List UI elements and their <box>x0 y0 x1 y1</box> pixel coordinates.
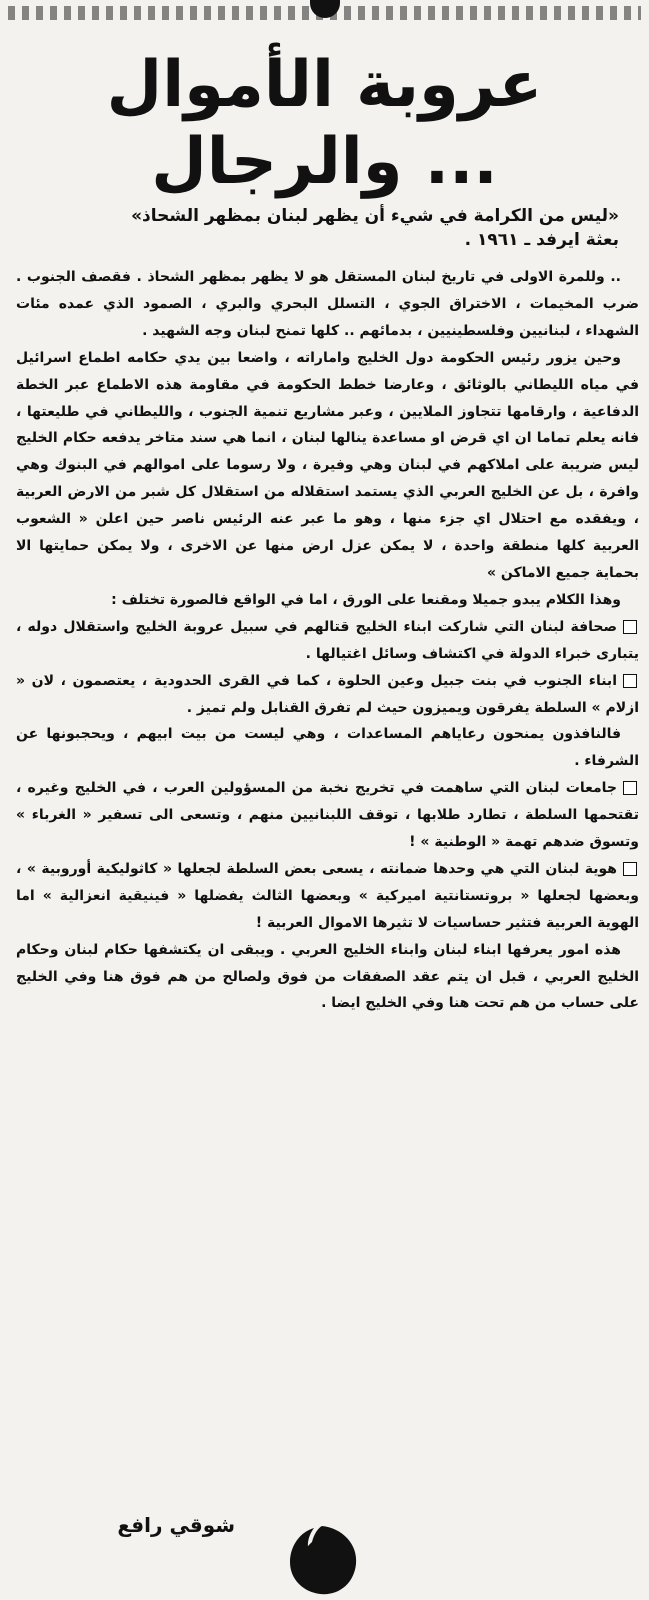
paragraph: .. وللمرة الاولى في تاريخ لبنان المستقل هو لا يظهر بمظهر الشحاذ . فقصف الجنوب . ضرب المخيمات ، الاختراق الجوي ، التسلل البحري والبري ، الصمود الذي عمده مئات الشهداء ، لبنانيين وفلسطينيين ، بدمائهم .. كلها تمنح لبنان وجه الشهيد . <box>16 269 639 339</box>
checkbox-bullet-icon <box>623 620 637 634</box>
author-signature: شوقي رافع <box>117 1513 235 1537</box>
list-item <box>16 614 639 668</box>
end-of-article-ornament-icon <box>282 1522 362 1598</box>
subtitle-attribution: بعثة ايرفد ـ ١٩٦١ . <box>464 230 619 250</box>
subtitle-quote: «ليس من الكرامة في شيء أن يظهر لبنان بمظهر الشحاذ» <box>131 206 619 226</box>
checkbox-bullet-icon <box>623 781 637 795</box>
list-item <box>16 775 639 856</box>
subtitle <box>14 204 619 252</box>
list-item-text: صحافة لبنان التي شاركت ابناء الخليج قتالهم في سبيل عروبة الخليج واستقلال دوله ، يتبارى خبراء الدولة في اكتشاف وسائل اغتيالها . <box>16 618 639 662</box>
paragraph: وهذا الكلام يبدو جميلا ومقنعا على الورق ، اما في الواقع فالصورة تختلف : <box>111 591 621 608</box>
list-item-text: ابناء الجنوب في بنت جبيل وعين الحلوة ، كما في القرى الحدودية ، يعتصمون ، لان « ازلام » السلطة يفرقون ويميزون حيث لم تفرق القنابل ولم تميز . <box>16 672 639 716</box>
checkbox-bullet-icon <box>623 674 637 688</box>
paragraph: هذه امور يعرفها ابناء لبنان وابناء الخليج العربي . ويبقى ان يكتشفها حكام لبنان وحكام الخليج العربي ، قبل ان يتم عقد الصفقات من فوق ولصالح من هم فوق هنا وفي الخليج على حساب من هم تحت هنا وفي الخليج ايضا . <box>16 941 639 1012</box>
paragraph: فالنافذون يمنحون رعاياهم المساعدات ، وهي ليست من بيت ابيهم ، ويحجبونها عن الشرفاء . <box>16 726 639 770</box>
list-item <box>16 856 639 937</box>
paragraph: وحين يزور رئيس الحكومة دول الخليج واماراته ، واضعا بين يدي حكامه اطماع اسرائيل في مياه الليطاني بالوثائق ، وعارضا خطط الحكومة في مقاومة هذه الاطماع عبر الخطة الدفاعية ، وارقامها تتجاوز الملايين ، وعبر مشاريع تنمية الجنوب ، والليطاني في طليعتها ، فانه يعلم تماما ان اي قرض او مساعدة ينالها لبنان ، انما هي سند متاخر يدفعه حكام الخليج ليس ضريبة على املاكهم في لبنان وهي وفيرة ، ولا رسوما على اموالهم في البنوك وهي وافرة ، بل عن الخليج العربي الذي يستمد استقلاله من استقلال كل شبر من الارض العربية ، ويفقده مع احتلال اي جزء منها ، وهو ما عبر عنه الرئيس ناصر حين اعلن « الشعوب العربية كلها منطقة واحدة ، لا يمكن عزل ارض منها عن الاخرى ، ولا يمكن حمايتها الا بحماية جميع الاماكن » <box>16 349 639 581</box>
headline-line-2: ... والرجال <box>151 125 498 199</box>
checkbox-bullet-icon <box>623 862 637 876</box>
list-item-text: جامعات لبنان التي ساهمت في تخريج نخبة من المسؤولين العرب ، في الخليج وغيره ، تقتحمها السلطة ، تطارد طلابها ، توقف اللبنانيين منهم ، وتسعى الى تسفير « الغرباء » وتسوق ضدهم تهمة « الوطنية » ! <box>16 780 639 851</box>
list-item <box>16 668 639 722</box>
list-item-text: هوية لبنان التي هي وحدها ضمانته ، يسعى بعض السلطة لجعلها « كاثوليكية أوروبية » ، وبعضها لجعلها « بروتستانتية اميركية » وبعضها الثالث يفضلها « فينيقية انعزالية » اما الهوية العربية فتثير حساسيات لا تثيرها الاموال العربية ! <box>16 860 639 931</box>
article-body <box>16 264 639 1017</box>
headline-line-1: عروبة الأموال <box>106 48 543 122</box>
